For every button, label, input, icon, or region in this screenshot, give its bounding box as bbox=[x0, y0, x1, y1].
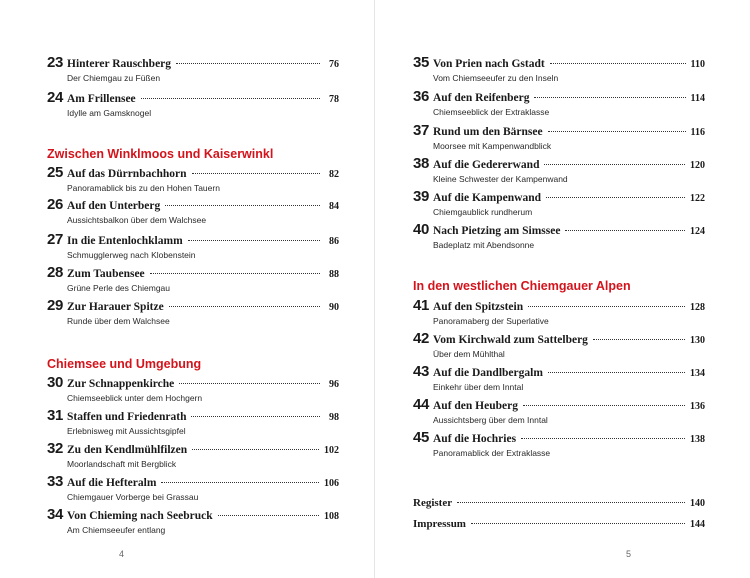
tour-subtitle: Chiemgauer Vorberge bei Grassau bbox=[67, 492, 199, 502]
tour-number: 33 bbox=[47, 473, 64, 490]
tour-title[interactable]: Zu den Kendlmühlfilzen bbox=[67, 444, 188, 456]
toc-extra-entry[interactable] bbox=[413, 497, 705, 509]
dot-leader bbox=[150, 273, 320, 274]
tour-subtitle: Aussichtsberg über dem Inntal bbox=[433, 415, 548, 425]
tour-number: 27 bbox=[47, 231, 64, 248]
tour-subtitle: Aussichtsbalkon über dem Walchsee bbox=[67, 215, 207, 225]
tour-title[interactable]: Auf das Dürrnbachhorn bbox=[67, 168, 187, 180]
dot-leader bbox=[550, 63, 686, 64]
tour-subtitle: Runde über dem Walchsee bbox=[67, 316, 170, 326]
tour-subtitle: Einkehr über dem Inntal bbox=[433, 382, 524, 392]
page-number: 76 bbox=[329, 59, 339, 70]
toc-entry[interactable] bbox=[47, 54, 339, 84]
page-number: 140 bbox=[690, 498, 705, 509]
toc-entry-line bbox=[413, 396, 705, 414]
toc-entry-line bbox=[47, 297, 339, 315]
extra-title[interactable]: Impressum bbox=[413, 518, 466, 530]
toc-entry-line bbox=[413, 363, 705, 381]
page-number: 108 bbox=[324, 511, 339, 522]
tour-subtitle: Über dem Mühlthal bbox=[433, 349, 505, 359]
page-number: 84 bbox=[329, 201, 339, 212]
left-page bbox=[47, 0, 339, 578]
toc-entry[interactable] bbox=[47, 440, 339, 470]
tour-number: 41 bbox=[413, 297, 430, 314]
page-number: 98 bbox=[329, 412, 339, 423]
tour-number: 40 bbox=[413, 221, 430, 238]
page-number: 82 bbox=[329, 169, 339, 180]
tour-subtitle: Der Chiemgau zu Füßen bbox=[67, 73, 161, 83]
toc-entry[interactable] bbox=[413, 188, 705, 218]
tour-subtitle: Panoramaberg der Superlative bbox=[433, 316, 549, 326]
page-number: 78 bbox=[329, 94, 339, 105]
tour-number: 36 bbox=[413, 88, 430, 105]
toc-entry[interactable] bbox=[47, 473, 339, 503]
toc-entry[interactable] bbox=[47, 374, 339, 404]
dot-leader bbox=[192, 449, 319, 450]
toc-entry-line bbox=[413, 88, 705, 106]
toc-entry-line bbox=[413, 155, 705, 173]
dot-leader bbox=[534, 97, 685, 98]
folio-page-number: 4 bbox=[119, 549, 125, 559]
toc-entry-line bbox=[413, 188, 705, 206]
toc-extra-entry[interactable] bbox=[413, 518, 705, 530]
tour-subtitle: Chiemseeblick unter dem Hochgern bbox=[67, 393, 203, 403]
tour-number: 35 bbox=[413, 54, 430, 71]
tour-title[interactable]: Nach Pietzing am Simssee bbox=[433, 225, 561, 237]
toc-entry[interactable] bbox=[47, 506, 339, 536]
tour-number: 42 bbox=[413, 330, 430, 347]
toc-entry[interactable] bbox=[413, 363, 705, 393]
page-number: 90 bbox=[329, 302, 339, 313]
dot-leader bbox=[457, 502, 685, 503]
tour-title[interactable]: Auf die Hefteralm bbox=[67, 477, 157, 489]
page-number: 138 bbox=[690, 434, 705, 445]
dot-leader bbox=[528, 306, 685, 307]
dot-leader bbox=[176, 63, 320, 64]
toc-entry[interactable] bbox=[413, 54, 705, 84]
tour-title[interactable]: Von Chieming nach Seebruck bbox=[67, 510, 213, 522]
toc-entry-line bbox=[47, 264, 339, 282]
tour-number: 34 bbox=[47, 506, 64, 523]
toc-entry[interactable] bbox=[47, 164, 339, 194]
tour-subtitle: Idylle am Gamsknogel bbox=[67, 108, 152, 118]
toc-entry[interactable] bbox=[413, 122, 705, 152]
toc-entry[interactable] bbox=[413, 221, 705, 251]
dot-leader bbox=[141, 98, 320, 99]
tour-title[interactable]: Auf den Spitzstein bbox=[433, 301, 524, 313]
tour-number: 45 bbox=[413, 429, 430, 446]
toc-entry[interactable] bbox=[47, 407, 339, 437]
toc-entry-line bbox=[47, 440, 339, 458]
tour-subtitle: Chiemgaublick rundherum bbox=[433, 207, 533, 217]
page-number: 120 bbox=[690, 160, 705, 171]
tour-title[interactable]: Auf den Unterberg bbox=[67, 200, 161, 212]
tour-subtitle: Chiemseeblick der Extraklasse bbox=[433, 107, 550, 117]
page-number: 114 bbox=[690, 93, 705, 104]
tour-number: 38 bbox=[413, 155, 430, 172]
dot-leader bbox=[544, 164, 685, 165]
toc-entry-line bbox=[413, 429, 705, 447]
tour-subtitle: Kleine Schwester der Kampenwand bbox=[433, 174, 568, 184]
tour-title[interactable]: Auf die Kampenwand bbox=[433, 192, 541, 204]
toc-entry-line bbox=[47, 89, 339, 107]
dot-leader bbox=[169, 306, 320, 307]
tour-subtitle: Grüne Perle des Chiemgau bbox=[67, 283, 171, 293]
dot-leader bbox=[179, 383, 320, 384]
toc-entry-line bbox=[413, 54, 705, 72]
page-number: 96 bbox=[329, 379, 339, 390]
page-number: 134 bbox=[690, 368, 705, 379]
toc-entry-line bbox=[413, 122, 705, 140]
tour-subtitle: Vom Chiemseeufer zu den Inseln bbox=[433, 73, 559, 83]
page-number: 86 bbox=[329, 236, 339, 247]
tour-number: 24 bbox=[47, 89, 64, 106]
page-number: 110 bbox=[690, 59, 705, 70]
toc-entry[interactable] bbox=[47, 196, 339, 226]
dot-leader bbox=[548, 131, 686, 132]
tour-number: 23 bbox=[47, 54, 64, 71]
section-heading: In den westlichen Chiemgauer Alpen bbox=[413, 279, 631, 293]
tour-title[interactable]: Zum Taubensee bbox=[67, 268, 145, 280]
tour-number: 26 bbox=[47, 196, 64, 213]
toc-entry[interactable] bbox=[47, 231, 339, 261]
tour-subtitle: Erlebnisweg mit Aussichtsgipfel bbox=[67, 426, 186, 436]
page-number: 122 bbox=[690, 193, 705, 204]
toc-entry[interactable] bbox=[413, 429, 705, 459]
tour-title[interactable]: Auf die Gedererwand bbox=[433, 159, 540, 171]
toc-entry-line bbox=[47, 164, 339, 182]
dot-leader bbox=[593, 339, 685, 340]
dot-leader bbox=[523, 405, 685, 406]
page-number: 136 bbox=[690, 401, 705, 412]
toc-entry-line bbox=[47, 54, 339, 72]
dot-leader bbox=[218, 515, 319, 516]
tour-title[interactable]: Auf den Heuberg bbox=[433, 400, 518, 412]
page-number: 128 bbox=[690, 302, 705, 313]
page-number: 144 bbox=[690, 519, 705, 530]
tour-title[interactable]: In die Entenlochklamm bbox=[67, 235, 183, 247]
page-number: 106 bbox=[324, 478, 339, 489]
tour-title[interactable]: Am Frillensee bbox=[67, 93, 136, 105]
tour-number: 39 bbox=[413, 188, 430, 205]
toc-entry-line bbox=[47, 231, 339, 249]
tour-subtitle: Badeplatz mit Abendsonne bbox=[433, 240, 535, 250]
tour-number: 31 bbox=[47, 407, 64, 424]
tour-title[interactable]: Auf die Dandlbergalm bbox=[433, 367, 543, 379]
tour-number: 32 bbox=[47, 440, 64, 457]
tour-title[interactable]: Hinterer Rauschberg bbox=[67, 58, 172, 70]
tour-title[interactable]: Staffen und Friedenrath bbox=[67, 411, 187, 423]
tour-title[interactable]: Auf die Hochries bbox=[433, 433, 517, 445]
tour-number: 43 bbox=[413, 363, 430, 380]
tour-title[interactable]: Rund um den Bärnsee bbox=[433, 126, 543, 138]
page-number: 130 bbox=[690, 335, 705, 346]
tour-subtitle: Moorlandschaft mit Bergblick bbox=[67, 459, 177, 469]
toc-entry[interactable] bbox=[413, 396, 705, 426]
dot-leader bbox=[548, 372, 685, 373]
page-number: 88 bbox=[329, 269, 339, 280]
toc-entry-line bbox=[413, 221, 705, 239]
page-number: 124 bbox=[690, 226, 705, 237]
dot-leader bbox=[565, 230, 685, 231]
dot-leader bbox=[161, 482, 319, 483]
toc-entry-line bbox=[47, 506, 339, 524]
tour-subtitle: Panoramablick bis zu den Hohen Tauern bbox=[67, 183, 220, 193]
dot-leader bbox=[521, 438, 685, 439]
tour-title[interactable]: Zur Schnappenkirche bbox=[67, 378, 175, 390]
tour-title[interactable]: Auf den Reifenberg bbox=[433, 92, 530, 104]
toc-entry[interactable] bbox=[413, 88, 705, 118]
tour-title[interactable]: Zur Harauer Spitze bbox=[67, 301, 164, 313]
toc-entry[interactable] bbox=[47, 264, 339, 294]
section-heading: Chiemsee und Umgebung bbox=[47, 357, 202, 371]
tour-number: 25 bbox=[47, 164, 64, 181]
toc-entry-line bbox=[47, 374, 339, 392]
page-number: 116 bbox=[690, 127, 705, 138]
toc-entry-line bbox=[47, 473, 339, 491]
folio-page-number: 5 bbox=[626, 549, 632, 559]
section-heading: Zwischen Winklmoos und Kaiserwinkl bbox=[47, 147, 274, 161]
extra-title[interactable]: Register bbox=[413, 497, 453, 509]
dot-leader bbox=[546, 197, 685, 198]
dot-leader bbox=[165, 205, 320, 206]
toc-entry-line bbox=[47, 407, 339, 425]
toc-entry[interactable] bbox=[413, 330, 705, 360]
dot-leader bbox=[191, 416, 320, 417]
right-page bbox=[413, 0, 705, 578]
page-number: 102 bbox=[324, 445, 339, 456]
toc-entry[interactable] bbox=[413, 297, 705, 327]
tour-number: 29 bbox=[47, 297, 64, 314]
toc-entry[interactable] bbox=[413, 155, 705, 185]
tour-subtitle: Schmugglerweg nach Klobenstein bbox=[67, 250, 196, 260]
tour-number: 37 bbox=[413, 122, 430, 139]
tour-title[interactable]: Vom Kirchwald zum Sattelberg bbox=[433, 334, 588, 346]
tour-subtitle: Moorsee mit Kampenwandblick bbox=[433, 141, 552, 151]
toc-entry[interactable] bbox=[47, 89, 339, 119]
tour-subtitle: Panoramablick der Extraklasse bbox=[433, 448, 551, 458]
dot-leader bbox=[471, 523, 685, 524]
dot-leader bbox=[188, 240, 320, 241]
tour-number: 28 bbox=[47, 264, 64, 281]
toc-entry-line bbox=[47, 196, 339, 214]
toc-entry-line bbox=[413, 297, 705, 315]
page-gutter bbox=[374, 0, 375, 578]
tour-subtitle: Am Chiemseeufer entlang bbox=[67, 525, 166, 535]
toc-entry[interactable] bbox=[47, 297, 339, 327]
tour-number: 30 bbox=[47, 374, 64, 391]
dot-leader bbox=[192, 173, 321, 174]
tour-number: 44 bbox=[413, 396, 430, 413]
toc-entry-line bbox=[413, 330, 705, 348]
tour-title[interactable]: Von Prien nach Gstadt bbox=[433, 58, 545, 70]
